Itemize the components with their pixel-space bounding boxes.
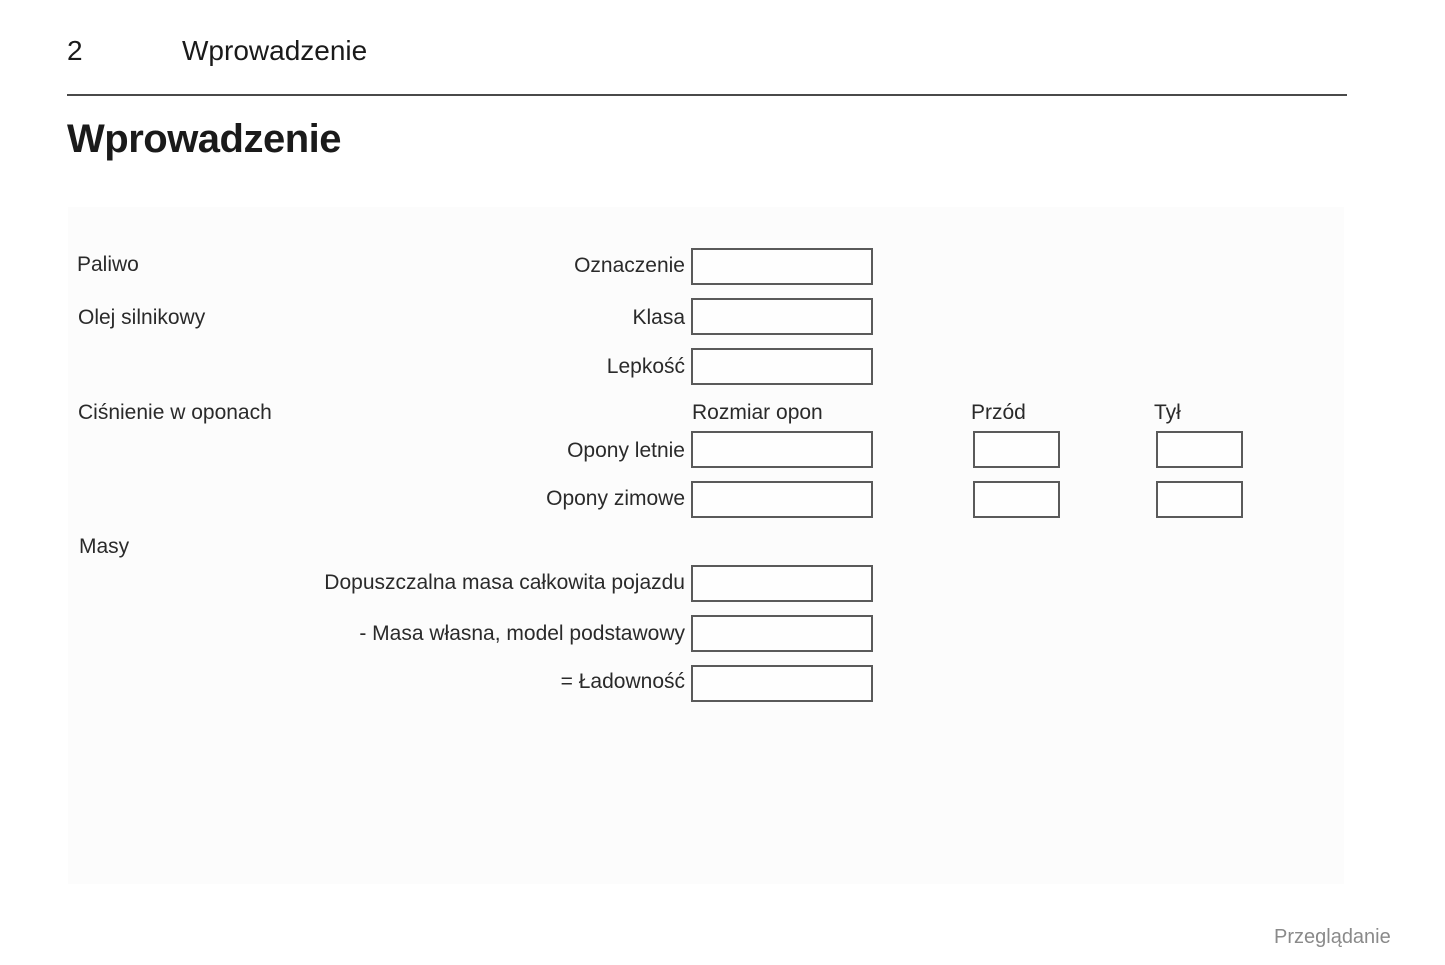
section-label-engine-oil: Olej silnikowy <box>78 306 206 329</box>
kerb-weight-field[interactable] <box>691 615 873 652</box>
oil-viscosity-field[interactable] <box>691 348 873 385</box>
column-header-rear: Tył <box>1154 401 1181 424</box>
field-label-oil-viscosity: Lepkość <box>606 355 685 378</box>
gross-vehicle-weight-field[interactable] <box>691 565 873 602</box>
column-header-tyre-size: Rozmiar opon <box>692 401 823 424</box>
summer-rear-pressure-field[interactable] <box>1156 431 1243 468</box>
row-label-payload: = Ładowność <box>560 670 685 693</box>
row-label-kerb-weight: - Masa własna, model podstawowy <box>359 622 685 645</box>
section-label-fuel: Paliwo <box>77 253 139 276</box>
page-number: 2 <box>67 35 83 66</box>
payload-field[interactable] <box>691 665 873 702</box>
winter-rear-pressure-field[interactable] <box>1156 481 1243 518</box>
browse-link[interactable]: Przeglądanie <box>1274 926 1391 948</box>
summer-tyre-size-field[interactable] <box>691 431 873 468</box>
section-label-tyre-pressure: Ciśnienie w oponach <box>78 401 272 424</box>
page-title: Wprowadzenie <box>67 117 342 161</box>
vehicle-data-form <box>68 207 1344 884</box>
row-label-winter-tyres: Opony zimowe <box>546 487 685 510</box>
field-label-oil-class: Klasa <box>632 306 685 329</box>
fuel-designation-field[interactable] <box>691 248 873 285</box>
summer-front-pressure-field[interactable] <box>973 431 1060 468</box>
row-label-gross-vehicle-weight: Dopuszczalna masa całkowita pojazdu <box>324 571 685 594</box>
running-title: Wprowadzenie <box>182 35 368 66</box>
section-label-weights: Masy <box>79 535 130 558</box>
row-label-summer-tyres: Opony letnie <box>567 439 685 462</box>
field-label-fuel-designation: Oznaczenie <box>574 254 685 277</box>
column-header-front: Przód <box>971 401 1026 424</box>
winter-front-pressure-field[interactable] <box>973 481 1060 518</box>
winter-tyre-size-field[interactable] <box>691 481 873 518</box>
oil-class-field[interactable] <box>691 298 873 335</box>
header-divider <box>67 94 1347 96</box>
